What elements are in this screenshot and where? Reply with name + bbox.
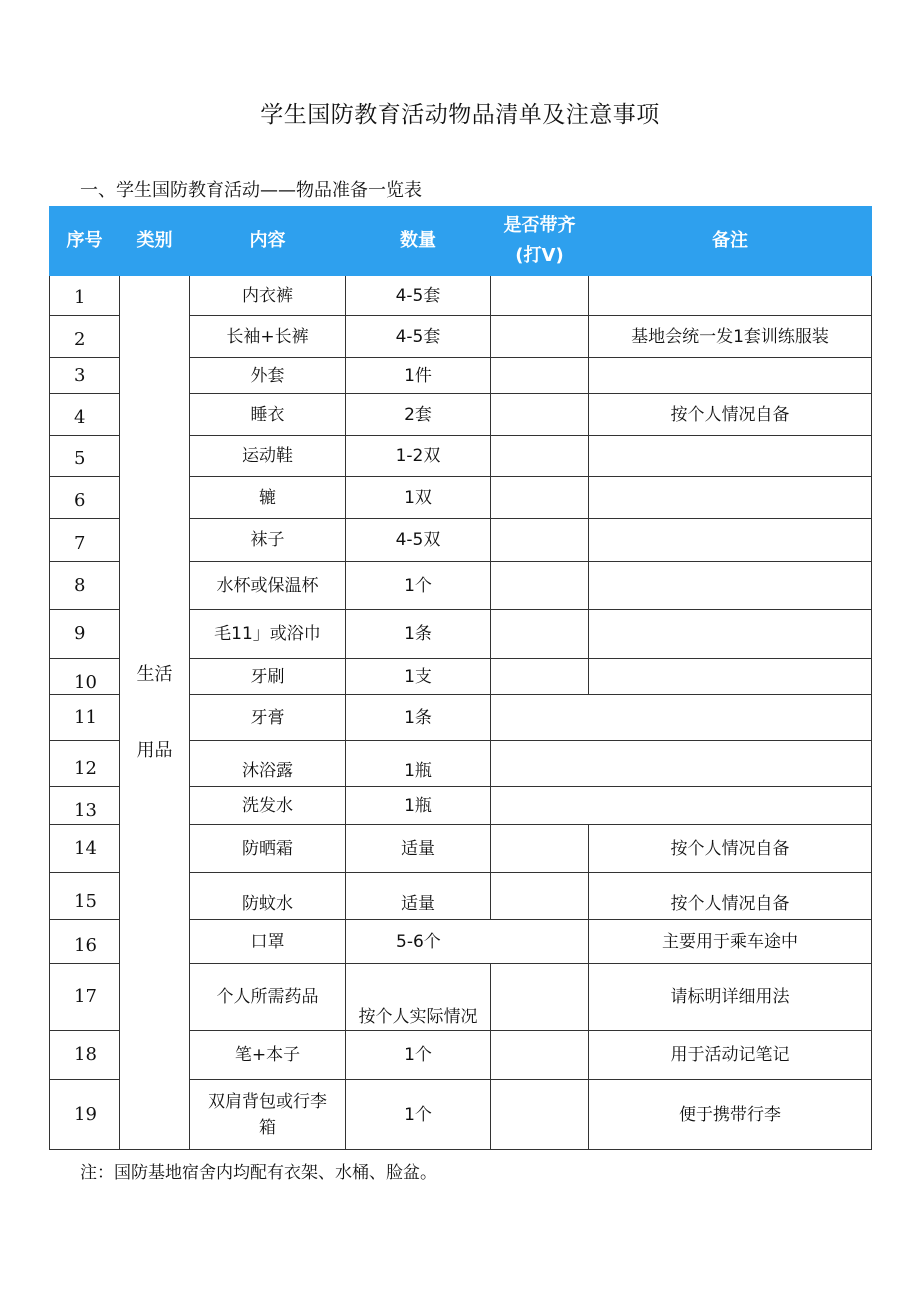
brought-check-cell[interactable] (491, 741, 589, 787)
item-quantity: 1个 (346, 1080, 491, 1150)
item-remark (589, 477, 872, 519)
item-quantity: 1个 (346, 1031, 491, 1080)
row-number: 5 (50, 436, 120, 477)
item-remark (589, 519, 872, 562)
item-remark (589, 659, 872, 695)
row-number: 6 (50, 477, 120, 519)
item-remark: 按个人情况自备 (589, 825, 872, 873)
item-content: 沐浴露 (190, 741, 346, 787)
item-content: 毛11」或浴巾 (190, 610, 346, 659)
brought-check-cell[interactable] (491, 394, 589, 436)
item-quantity: 5-6个 (346, 920, 589, 964)
item-content: 辘 (190, 477, 346, 519)
table-header-row (50, 207, 872, 276)
item-remark (589, 436, 872, 477)
item-remark: 用于活动记笔记 (589, 1031, 872, 1080)
item-quantity: 1瓶 (346, 741, 491, 787)
row-number: 16 (50, 920, 120, 964)
brought-check-cell[interactable] (491, 787, 589, 825)
item-quantity: 适量 (346, 873, 491, 920)
item-quantity: 按个人实际情况 (346, 964, 491, 1031)
item-quantity: 1-2双 (346, 436, 491, 477)
row-number: 18 (50, 1031, 120, 1080)
row-number: 10 (50, 659, 120, 695)
brought-check-cell[interactable] (491, 316, 589, 358)
row-number: 4 (50, 394, 120, 436)
brought-check-cell[interactable] (491, 1031, 589, 1080)
items-table (49, 206, 872, 1150)
row-number: 9 (50, 610, 120, 659)
row-number: 11 (50, 695, 120, 741)
brought-check-cell[interactable] (491, 964, 589, 1031)
brought-check-cell[interactable] (491, 276, 589, 316)
item-remark (589, 610, 872, 659)
header-remark: 备注 (589, 207, 872, 276)
row-number: 15 (50, 873, 120, 920)
category-cell (120, 276, 190, 1150)
item-quantity: 1条 (346, 695, 491, 741)
item-remark: 便于携带行李 (589, 1080, 872, 1150)
category-label-line2: 用品 (136, 739, 173, 761)
table-row (50, 276, 872, 316)
item-content: 口罩 (190, 920, 346, 964)
header-index: 序号 (50, 207, 120, 276)
brought-check-cell[interactable] (491, 477, 589, 519)
item-content: 笔+本子 (190, 1031, 346, 1080)
item-content: 双肩背包或行李箱 (190, 1080, 346, 1150)
item-content: 长袖+长裤 (190, 316, 346, 358)
item-content: 牙刷 (190, 659, 346, 695)
item-content: 运动鞋 (190, 436, 346, 477)
brought-check-cell[interactable] (491, 519, 589, 562)
item-content: 牙膏 (190, 695, 346, 741)
item-content: 水杯或保温杯 (190, 562, 346, 610)
item-remark (589, 787, 872, 825)
header-quantity: 数量 (346, 207, 491, 276)
item-remark (589, 562, 872, 610)
row-number: 3 (50, 358, 120, 394)
row-number: 12 (50, 741, 120, 787)
item-quantity: 1双 (346, 477, 491, 519)
item-content: 防晒霜 (190, 825, 346, 873)
brought-check-cell[interactable] (491, 1080, 589, 1150)
item-quantity: 1瓶 (346, 787, 491, 825)
item-quantity: 适量 (346, 825, 491, 873)
category-label-line1: 生活 (136, 663, 173, 685)
item-content: 睡衣 (190, 394, 346, 436)
item-remark: 主要用于乘车途中 (589, 920, 872, 964)
section-heading: 一、学生国防教育活动——物品准备一览表 (80, 180, 422, 201)
footnote: 注：国防基地宿舍内均配有衣架、水桶、脸盆。 (80, 1163, 437, 1183)
item-quantity: 4-5双 (346, 519, 491, 562)
row-number: 2 (50, 316, 120, 358)
header-content: 内容 (190, 207, 346, 276)
item-quantity: 1个 (346, 562, 491, 610)
brought-check-cell[interactable] (491, 610, 589, 659)
item-quantity: 4-5套 (346, 276, 491, 316)
item-quantity: 1支 (346, 659, 491, 695)
brought-check-cell[interactable] (491, 562, 589, 610)
item-remark (589, 358, 872, 394)
item-remark (589, 741, 872, 787)
item-remark: 基地会统一发1套训练服装 (589, 316, 872, 358)
item-quantity: 1条 (346, 610, 491, 659)
brought-check-cell[interactable] (491, 825, 589, 873)
item-remark (589, 276, 872, 316)
row-number: 13 (50, 787, 120, 825)
brought-check-cell[interactable] (491, 659, 589, 695)
row-number: 17 (50, 964, 120, 1031)
item-quantity: 4-5套 (346, 316, 491, 358)
item-remark: 按个人情况自备 (589, 873, 872, 920)
item-quantity: 1件 (346, 358, 491, 394)
header-brought-line1: 是否带齐 (503, 215, 576, 236)
brought-check-cell[interactable] (491, 695, 589, 741)
item-content: 洗发水 (190, 787, 346, 825)
item-remark (589, 695, 872, 741)
header-brought (491, 207, 589, 276)
row-number: 14 (50, 825, 120, 873)
brought-check-cell[interactable] (491, 873, 589, 920)
item-content: 内衣裤 (190, 276, 346, 316)
item-content: 袜子 (190, 519, 346, 562)
brought-check-cell[interactable] (491, 358, 589, 394)
row-number: 19 (50, 1080, 120, 1150)
item-remark: 按个人情况自备 (589, 394, 872, 436)
header-brought-line2: (打V) (515, 245, 564, 266)
row-number: 8 (50, 562, 120, 610)
document-title: 学生国防教育活动物品清单及注意事项 (260, 102, 660, 128)
row-number: 7 (50, 519, 120, 562)
item-content: 个人所需药品 (190, 964, 346, 1031)
brought-check-cell[interactable] (491, 436, 589, 477)
item-content: 外套 (190, 358, 346, 394)
item-remark: 请标明详细用法 (589, 964, 872, 1031)
item-content: 防蚊水 (190, 873, 346, 920)
item-quantity: 2套 (346, 394, 491, 436)
row-number: 1 (50, 276, 120, 316)
header-category: 类别 (120, 207, 190, 276)
